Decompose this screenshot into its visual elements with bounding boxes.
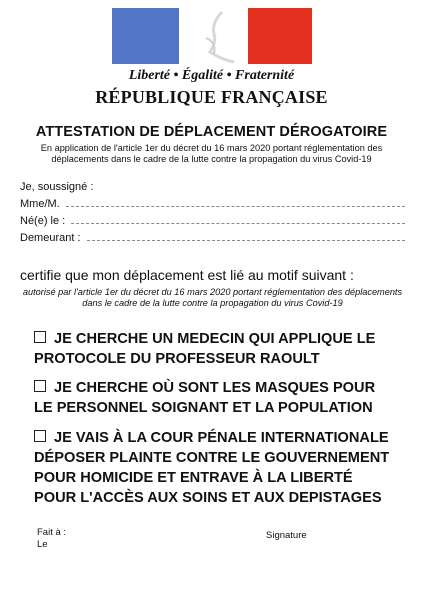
field-address[interactable] [20, 228, 405, 244]
field-label: Né(e) le : [20, 215, 66, 227]
date-label: Le [37, 539, 48, 550]
marianne-profile-icon [176, 8, 248, 64]
logo-red-band [245, 8, 312, 64]
checkbox[interactable] [34, 331, 46, 343]
field-label: Je, soussigné : [20, 181, 94, 193]
option-label: JE CHERCHE UN MEDECIN QUI APPLIQUE LE PROTOCOLE DU PROFESSEUR RAOULT [34, 331, 376, 367]
certifie-statement: certifie que mon déplacement est lié au motif suivant : [20, 267, 354, 283]
option-masques[interactable] [34, 378, 394, 418]
intro-text: En application de l'article 1er du décret du 16 mars 2020 portant réglementation des déplacements dans le cadre de la lutte contre la propagation du virus Covid-19 [40, 143, 383, 164]
field-mme-m[interactable] [20, 194, 405, 210]
field-birth-date[interactable] [20, 211, 405, 227]
logo-blue-band [112, 8, 179, 64]
option-cour-penale[interactable] [34, 428, 394, 508]
option-medecin[interactable] [34, 329, 394, 369]
checkbox[interactable] [34, 380, 46, 392]
republic-name: RÉPUBLIQUE FRANÇAISE [95, 87, 328, 107]
signature-label: Signature [266, 530, 307, 541]
dotted-line[interactable] [66, 206, 405, 207]
dotted-line[interactable] [87, 240, 405, 241]
field-label: Mme/M. [20, 198, 60, 210]
option-label: JE VAIS À LA COUR PÉNALE INTERNATIONALE DÉPOSER PLAINTE CONTRE LE GOUVERNEMENT POUR HOMICIDE ET ENTRAVE À LA LIBERTÉ POUR L'ACCÈS AUX SOINS ET AUX DEPISTAGES [34, 430, 390, 506]
fait-a-label: Fait à : [37, 527, 67, 538]
option-label: JE CHERCHE OÙ SONT LES MASQUES POUR LE PERSONNEL SOIGNANT ET LA POPULATION [34, 380, 376, 416]
document-title: ATTESTATION DE DÉPLACEMENT DÉROGATOIRE [35, 124, 388, 140]
dotted-line[interactable] [71, 223, 405, 224]
certifie-subtext: autorisé par l'article 1er du décret du 16 mars 2020 portant réglementation des déplacements dans le cadre de la lutte contre la propagation du virus Covid-19 [22, 287, 403, 308]
marianne-logo [112, 8, 312, 64]
republic-motto: Liberté • Égalité • Fraternité [128, 68, 295, 83]
checkbox[interactable] [34, 430, 46, 442]
field-label: Demeurant : [20, 232, 81, 244]
field-soussigne [20, 177, 405, 193]
